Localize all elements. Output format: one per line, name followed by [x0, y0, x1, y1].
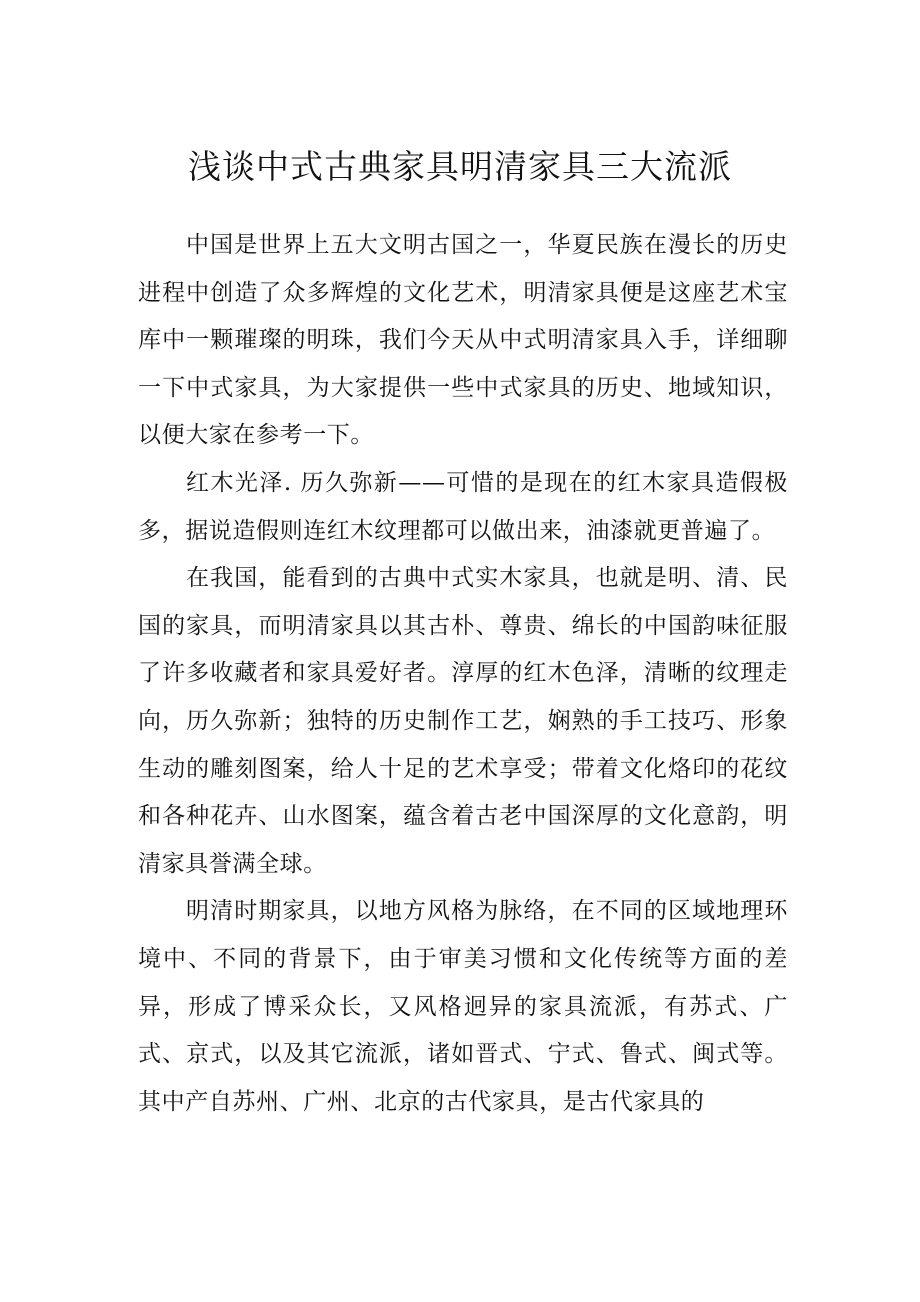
paragraph-intro: 中国是世界上五大文明古国之一，华夏民族在漫长的历史进程中创造了众多辉煌的文化艺术，明清家具便是这座艺术宝库中一颗璀璨的明珠，我们今天从中式明清家具入手，详细聊一下中式家具，为大家提供一些中式家具的历史、地域知识，以便大家在参考一下。: [138, 232, 788, 449]
paragraph-regional-schools: 明清时期家具，以地方风格为脉络，在不同的区域地理环境中、不同的背景下，由于审美习惯和文化传统等方面的差异，形成了博采众长，又风格迥异的家具流派，有苏式、广式、京式，以及其它流派，诸如晋式、宁式、鲁式、闽式等。其中产自苏州、广州、北京的古代家具，是古代家具的: [138, 898, 788, 1115]
paragraph-ming-qing-furniture: 在我国，能看到的古典中式实木家具，也就是明、清、民国的家具，而明清家具以其古朴、尊贵、绵长的中国韵味征服了许多收藏者和家具爱好者。淳厚的红木色泽，清晰的纹理走向，历久弥新；独特的历史制作工艺，娴熟的手工技巧、形象生动的雕刻图案，给人十足的艺术享受；带着文化烙印的花纹和各种花卉、山水图案，蕴含着古老中国深厚的文化意韵，明清家具誉满全球。: [138, 565, 788, 877]
document-body: [138, 222, 788, 1126]
document-title: 浅谈中式古典家具明清家具三大流派: [188, 147, 732, 186]
paragraph-redwood-luster: 红木光泽. 历久弥新——可惜的是现在的红木家具造假极多，据说造假则连红木纹理都可以做出来，油漆就更普遍了。: [138, 469, 788, 544]
